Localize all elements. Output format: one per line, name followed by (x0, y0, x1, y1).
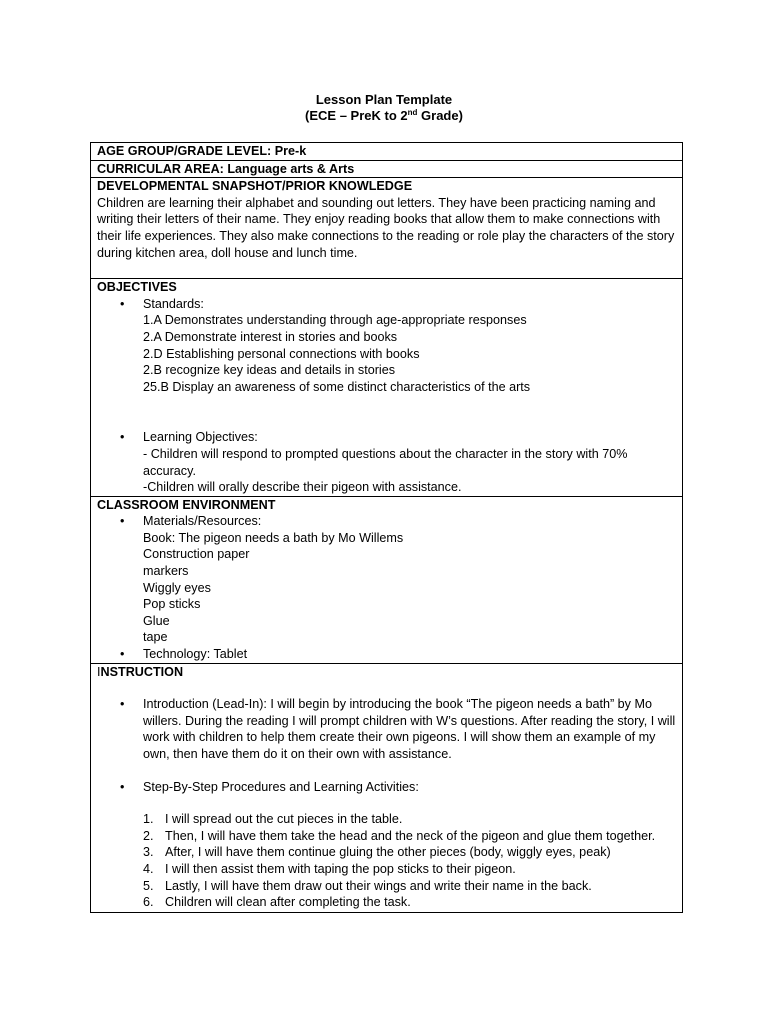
objectives-section (91, 278, 682, 496)
material-line: Wiggly eyes (143, 580, 211, 595)
lesson-plan-table (90, 142, 683, 913)
title-line-1: Lesson Plan Template (315, 92, 453, 107)
steps-list (97, 811, 676, 911)
learning-objectives-item (97, 429, 676, 495)
step-item: 3. After, I will have them continue gluing the other pieces (body, wiggly eyes, peak) (143, 845, 611, 860)
document-title (0, 92, 768, 124)
title-line-2: (ECE – PreK to 2nd Grade) (305, 108, 463, 123)
material-line: Glue (143, 613, 170, 628)
step-item: 5. Lastly, I will have them draw out their wings and write their name in the back. (143, 878, 592, 893)
classroom-environment-section (91, 496, 682, 663)
step-item: 4. I will then assist them with taping the pop sticks to their pigeon. (143, 861, 516, 876)
learning-line: -Children will orally describe their pigeon with assistance. (143, 480, 462, 495)
objectives-heading: OBJECTIVES (97, 280, 177, 295)
standards-label: • Standards: (143, 296, 204, 311)
steps-item: • Step-By-Step Procedures and Learning Activities: (97, 779, 676, 796)
standard-line: 2.B recognize key ideas and details in stories (143, 363, 396, 378)
learning-line: - Children will respond to prompted questions about the character in the story with 70% accuracy. (143, 446, 628, 478)
standard-line: 1.A Demonstrates understanding through age-appropriate responses (143, 313, 527, 328)
snapshot-heading: DEVELOPMENTAL SNAPSHOT/PRIOR KNOWLEDGE (97, 179, 413, 194)
material-line: Construction paper (143, 547, 250, 562)
standards-item (97, 296, 676, 396)
material-line: tape (143, 630, 168, 645)
materials-item (97, 513, 676, 646)
instruction-section (91, 663, 682, 912)
snapshot-text: Children are learning their alphabet and sounding out letters. They have been practicing naming and writing their letters of their name. They enjoy reading books that allow them to make connections with their life experiences. They also make connections to the reading or role play the characters of the story during kitchen area, doll house and lunch time. (97, 195, 675, 260)
material-line: Book: The pigeon needs a bath by Mo Willems (143, 530, 404, 545)
standard-line: 2.D Establishing personal connections with books (143, 346, 420, 361)
step-item: 1. I will spread out the cut pieces in the table. (143, 812, 403, 827)
step-item: 6. Children will clean after completing the task. (143, 895, 411, 910)
environment-heading: CLASSROOM ENVIRONMENT (97, 497, 276, 512)
curricular-area-row: CURRICULAR AREA: Language arts & Arts (91, 160, 682, 178)
materials-label: • Materials/Resources: (143, 514, 262, 529)
learning-label: • Learning Objectives: (143, 430, 258, 445)
technology-item: • Technology: Tablet (97, 646, 676, 663)
standard-line: 2.A Demonstrate interest in stories and books (143, 329, 398, 344)
snapshot-section (91, 177, 682, 278)
instruction-heading: INSTRUCTION (97, 664, 184, 679)
material-line: markers (143, 564, 189, 579)
material-line: Pop sticks (143, 597, 201, 612)
step-item: 2. Then, I will have them take the head and the neck of the pigeon and glue them together. (143, 828, 656, 843)
standard-line: 25.B Display an awareness of some distinct characteristics of the arts (143, 379, 531, 394)
introduction-item: • Introduction (Lead-In): I will begin by introducing the book “The pigeon needs a bath” by Mo willers. During the reading I will prompt children with W’s questions. After reading the story, I will work with children to help them create their own pigeons. I will show them an example of my own, then have them do it on their own with assistance. (97, 696, 676, 762)
age-group-row: AGE GROUP/GRADE LEVEL: Pre-k (97, 144, 307, 158)
